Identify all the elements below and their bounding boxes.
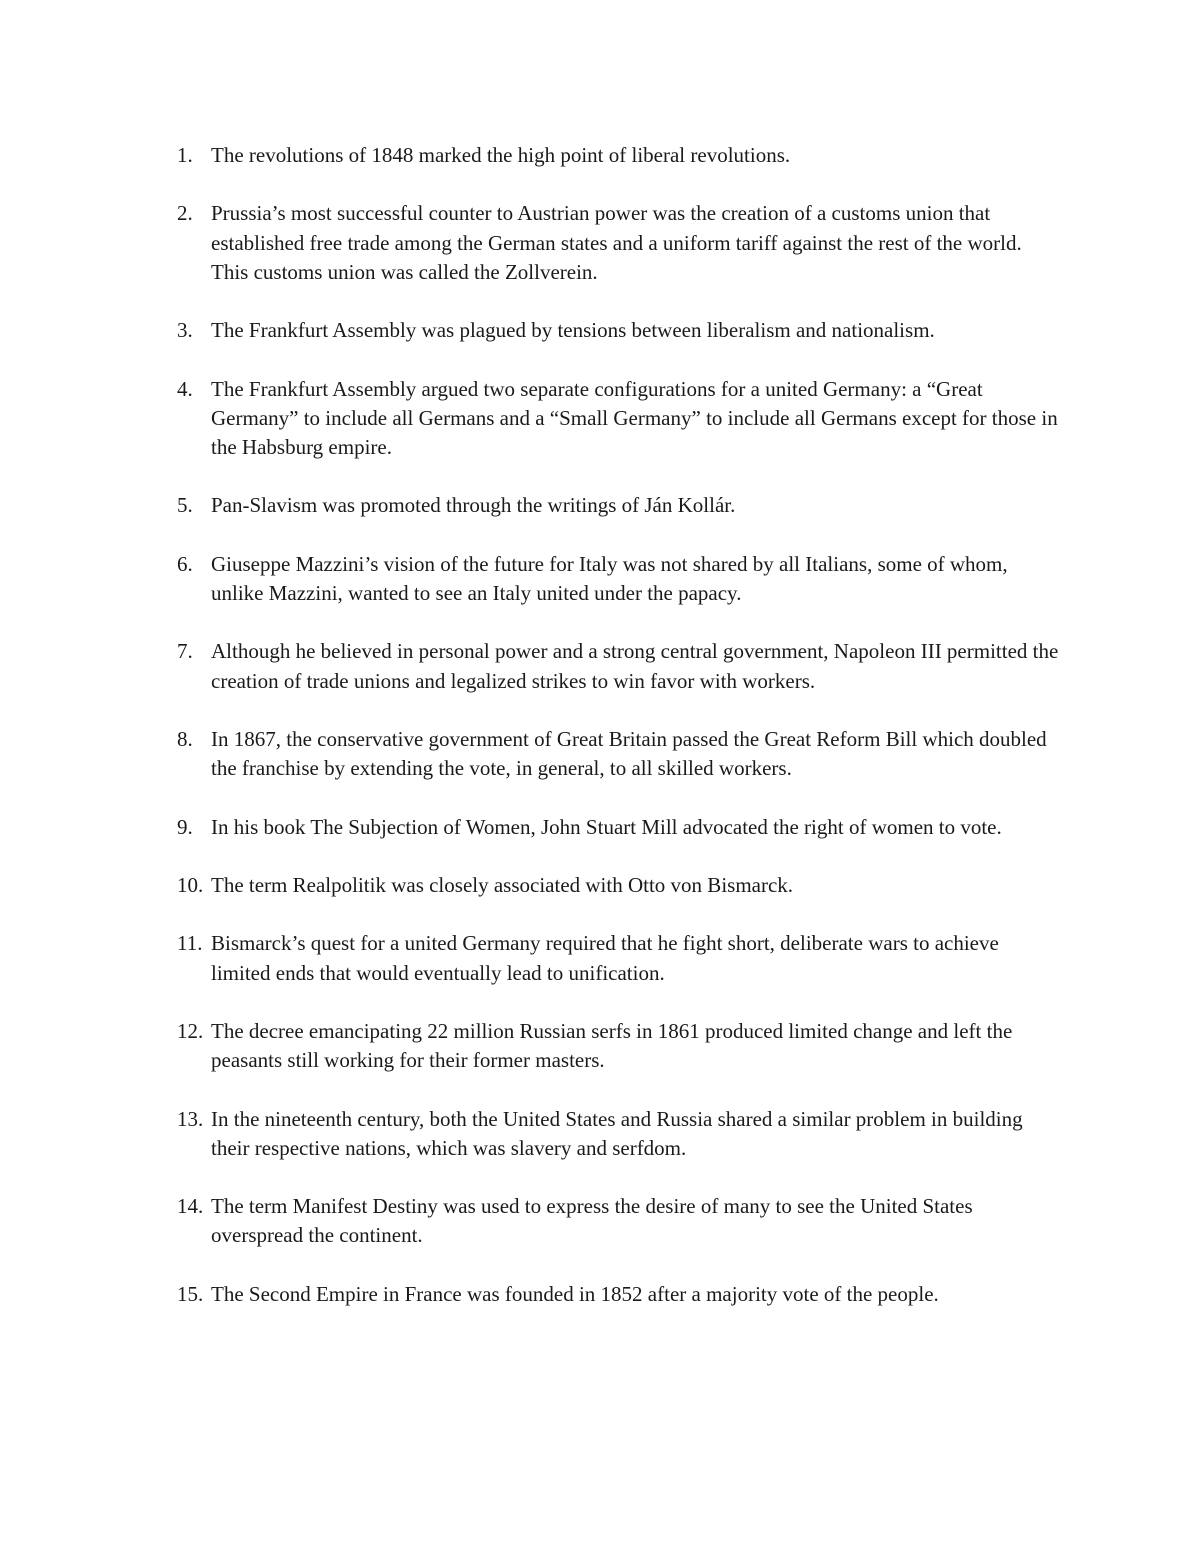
list-item bbox=[172, 550, 1062, 608]
item-text: The term Realpolitik was closely associated with Otto von Bismarck. bbox=[211, 872, 794, 897]
item-text: The term Manifest Destiny was used to express the desire of many to see the United States overspread the continent. bbox=[211, 1194, 973, 1248]
list-item bbox=[172, 1105, 1062, 1163]
list-item bbox=[172, 1280, 1062, 1309]
item-number: 3. bbox=[177, 318, 193, 343]
list-item bbox=[172, 637, 1062, 695]
item-number: 14. bbox=[177, 1194, 204, 1219]
item-number: 6. bbox=[177, 551, 193, 576]
item-text: The revolutions of 1848 marked the high point of liberal revolutions. bbox=[211, 143, 791, 167]
item-text: Bismarck’s quest for a united Germany required that he fight short, deliberate wars to achieve limited ends that would eventually lead to unification. bbox=[211, 931, 999, 985]
list-item bbox=[172, 141, 1062, 170]
item-number: 10. bbox=[177, 872, 204, 897]
list-item bbox=[172, 725, 1062, 783]
item-number: 1. bbox=[177, 143, 193, 167]
list-item bbox=[172, 316, 1062, 345]
item-text: Giuseppe Mazzini’s vision of the future for Italy was not shared by all Italians, some of whom, unlike Mazzini, wanted to see an Italy united under the papacy. bbox=[211, 551, 1008, 605]
item-number: 2. bbox=[177, 201, 193, 226]
item-number: 7. bbox=[177, 639, 193, 664]
item-number: 11. bbox=[177, 931, 203, 956]
list-item bbox=[172, 491, 1062, 520]
numbered-statement-list bbox=[172, 141, 1062, 1338]
item-number: 4. bbox=[177, 376, 193, 401]
item-text: The decree emancipating 22 million Russian serfs in 1861 produced limited change and left the peasants still working for their former masters. bbox=[211, 1018, 1013, 1073]
item-text: The Second Empire in France was founded in 1852 after a majority vote of the people. bbox=[211, 1281, 939, 1306]
item-number: 5. bbox=[177, 493, 193, 518]
item-number: 13. bbox=[177, 1106, 204, 1131]
item-number: 15. bbox=[177, 1281, 204, 1306]
item-number: 8. bbox=[177, 726, 193, 751]
item-number: 12. bbox=[177, 1018, 204, 1043]
item-text: Although he believed in personal power and a strong central government, Napoleon III permitted the creation of trade unions and legalized strikes to win favor with workers. bbox=[211, 639, 1059, 693]
item-text: The Frankfurt Assembly was plagued by tensions between liberalism and nationalism. bbox=[211, 318, 935, 343]
item-number: 9. bbox=[177, 814, 193, 839]
list-item bbox=[172, 871, 1062, 900]
list-item bbox=[172, 1017, 1062, 1075]
item-text: In 1867, the conservative government of Great Britain passed the Great Reform Bill which doubled the franchise by extending the vote, in general, to all skilled workers. bbox=[211, 726, 1047, 781]
list-item bbox=[172, 375, 1062, 463]
list-item bbox=[172, 813, 1062, 842]
item-text: The Frankfurt Assembly argued two separate configurations for a united Germany: a “Great Germany” to include all Germans and a “Small Germany” to include all Germans except for those in the Habsburg empire. bbox=[211, 376, 1058, 459]
list-item bbox=[172, 929, 1062, 987]
item-text: Prussia’s most successful counter to Austrian power was the creation of a customs union that established free trade among the German states and a uniform tariff against the rest of the world. This customs union was called the Zollverein. bbox=[211, 201, 1022, 284]
item-text: In the nineteenth century, both the United States and Russia shared a similar problem in building their respective nations, which was slavery and serfdom. bbox=[211, 1106, 1023, 1160]
list-item bbox=[172, 199, 1062, 287]
item-text: Pan-Slavism was promoted through the writings of Ján Kollár. bbox=[211, 493, 736, 518]
list-item bbox=[172, 1192, 1062, 1250]
item-text: In his book The Subjection of Women, John Stuart Mill advocated the right of women to vote. bbox=[211, 814, 1002, 839]
